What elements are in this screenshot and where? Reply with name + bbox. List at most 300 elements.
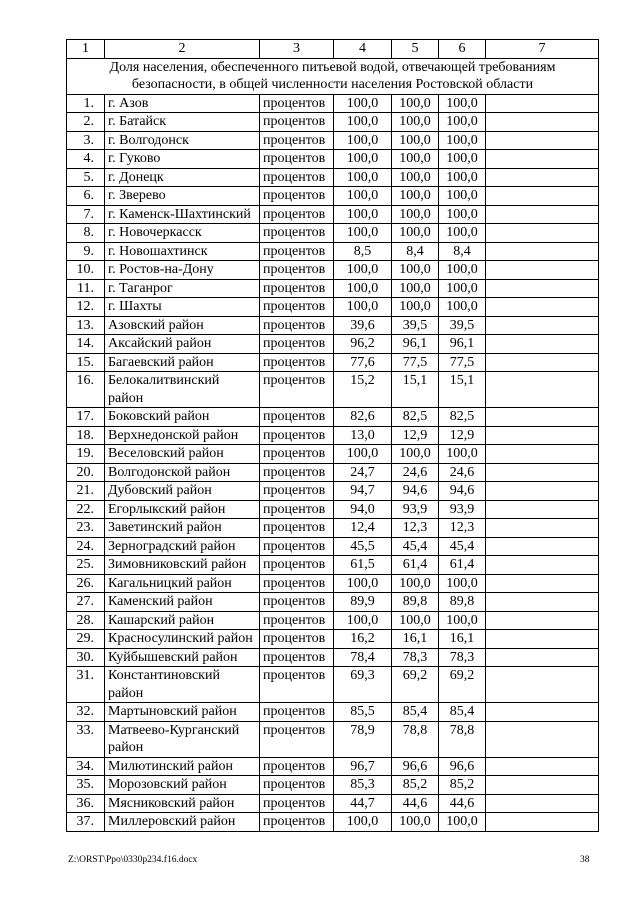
page-number: 38 xyxy=(580,855,590,865)
value-cell: 100,0 xyxy=(392,813,439,832)
value-cell: 100,0 xyxy=(392,445,439,464)
unit-cell: процентов xyxy=(260,703,334,722)
unit-cell: процентов xyxy=(260,279,334,298)
table-row xyxy=(67,261,599,280)
territory-name: Куйбышевский район xyxy=(105,648,260,667)
table-row xyxy=(67,131,599,150)
table-row xyxy=(67,187,599,206)
unit-cell: процентов xyxy=(260,335,334,354)
table-row xyxy=(67,113,599,132)
unit-cell: процентов xyxy=(260,630,334,649)
value-cell: 100,0 xyxy=(439,298,486,317)
table-row xyxy=(67,757,599,776)
territory-name: Матвеево-Курганский район xyxy=(105,721,260,757)
value-cell: 100,0 xyxy=(392,224,439,243)
territory-name: Мясниковский район xyxy=(105,794,260,813)
value-cell: 100,0 xyxy=(439,813,486,832)
empty-cell xyxy=(486,372,599,408)
value-cell: 12,4 xyxy=(334,519,392,538)
column-number: 6 xyxy=(439,40,486,59)
territory-name: Веселовский район xyxy=(105,445,260,464)
value-cell: 44,6 xyxy=(439,794,486,813)
value-cell: 85,2 xyxy=(439,776,486,795)
row-number: 28. xyxy=(67,611,105,630)
row-number: 22. xyxy=(67,500,105,519)
value-cell: 39,5 xyxy=(392,316,439,335)
unit-cell: процентов xyxy=(260,648,334,667)
territory-name: Заветинский район xyxy=(105,519,260,538)
value-cell: 100,0 xyxy=(334,574,392,593)
value-cell: 93,9 xyxy=(439,500,486,519)
value-cell: 100,0 xyxy=(334,205,392,224)
territory-name: Мартыновский район xyxy=(105,703,260,722)
value-cell: 13,0 xyxy=(334,426,392,445)
value-cell: 85,4 xyxy=(392,703,439,722)
row-number: 37. xyxy=(67,813,105,832)
empty-cell xyxy=(486,113,599,132)
territory-name: Багаевский район xyxy=(105,353,260,372)
value-cell: 100,0 xyxy=(334,224,392,243)
row-number: 7. xyxy=(67,205,105,224)
unit-cell: процентов xyxy=(260,556,334,575)
value-cell: 96,2 xyxy=(334,335,392,354)
value-cell: 89,8 xyxy=(439,593,486,612)
row-number: 10. xyxy=(67,261,105,280)
value-cell: 100,0 xyxy=(334,113,392,132)
unit-cell: процентов xyxy=(260,372,334,408)
territory-name: Белокалитвинский район xyxy=(105,372,260,408)
value-cell: 15,1 xyxy=(439,372,486,408)
table-row xyxy=(67,408,599,427)
territory-name: г. Донецк xyxy=(105,168,260,187)
column-number: 2 xyxy=(105,40,260,59)
row-number: 29. xyxy=(67,630,105,649)
empty-cell xyxy=(486,630,599,649)
territory-name: г. Таганрог xyxy=(105,279,260,298)
territory-name: Каменский район xyxy=(105,593,260,612)
row-number: 33. xyxy=(67,721,105,757)
table-row xyxy=(67,298,599,317)
value-cell: 45,4 xyxy=(439,537,486,556)
unit-cell: процентов xyxy=(260,168,334,187)
unit-cell: процентов xyxy=(260,593,334,612)
value-cell: 12,9 xyxy=(439,426,486,445)
value-cell: 78,8 xyxy=(392,721,439,757)
unit-cell: процентов xyxy=(260,721,334,757)
unit-cell: процентов xyxy=(260,426,334,445)
value-cell: 24,6 xyxy=(392,463,439,482)
table-row xyxy=(67,776,599,795)
table-row xyxy=(67,426,599,445)
row-number: 6. xyxy=(67,187,105,206)
unit-cell: процентов xyxy=(260,316,334,335)
value-cell: 100,0 xyxy=(392,168,439,187)
row-number: 34. xyxy=(67,757,105,776)
value-cell: 39,6 xyxy=(334,316,392,335)
unit-cell: процентов xyxy=(260,574,334,593)
territory-name: Милютинский район xyxy=(105,757,260,776)
unit-cell: процентов xyxy=(260,113,334,132)
territory-name: г. Новошахтинск xyxy=(105,242,260,261)
table-row xyxy=(67,205,599,224)
value-cell: 100,0 xyxy=(392,205,439,224)
territory-name: Верхнедонской район xyxy=(105,426,260,445)
table-row xyxy=(67,168,599,187)
territory-name: г. Ростов-на-Дону xyxy=(105,261,260,280)
row-number: 26. xyxy=(67,574,105,593)
table-row xyxy=(67,667,599,703)
empty-cell xyxy=(486,500,599,519)
table-row xyxy=(67,353,599,372)
value-cell: 100,0 xyxy=(439,150,486,169)
indicator-table xyxy=(66,39,599,832)
value-cell: 100,0 xyxy=(334,813,392,832)
territory-name: г. Новочеркасск xyxy=(105,224,260,243)
table-row xyxy=(67,574,599,593)
value-cell: 100,0 xyxy=(334,445,392,464)
value-cell: 100,0 xyxy=(439,205,486,224)
value-cell: 82,5 xyxy=(439,408,486,427)
value-cell: 85,3 xyxy=(334,776,392,795)
value-cell: 100,0 xyxy=(392,187,439,206)
row-number: 19. xyxy=(67,445,105,464)
row-number: 23. xyxy=(67,519,105,538)
value-cell: 100,0 xyxy=(392,150,439,169)
row-number: 9. xyxy=(67,242,105,261)
unit-cell: процентов xyxy=(260,205,334,224)
value-cell: 82,5 xyxy=(392,408,439,427)
territory-name: г. Азов xyxy=(105,94,260,113)
unit-cell: процентов xyxy=(260,242,334,261)
table-row xyxy=(67,335,599,354)
row-number: 36. xyxy=(67,794,105,813)
value-cell: 100,0 xyxy=(439,224,486,243)
value-cell: 8,4 xyxy=(392,242,439,261)
value-cell: 100,0 xyxy=(392,113,439,132)
unit-cell: процентов xyxy=(260,261,334,280)
table-row xyxy=(67,463,599,482)
empty-cell xyxy=(486,721,599,757)
empty-cell xyxy=(486,353,599,372)
table-row xyxy=(67,500,599,519)
empty-cell xyxy=(486,408,599,427)
value-cell: 16,1 xyxy=(439,630,486,649)
value-cell: 78,3 xyxy=(439,648,486,667)
unit-cell: процентов xyxy=(260,408,334,427)
unit-cell: процентов xyxy=(260,500,334,519)
value-cell: 100,0 xyxy=(439,187,486,206)
territory-name: Кашарский район xyxy=(105,611,260,630)
empty-cell xyxy=(486,703,599,722)
table-row xyxy=(67,242,599,261)
value-cell: 100,0 xyxy=(334,279,392,298)
empty-cell xyxy=(486,611,599,630)
territory-name: Зерноградский район xyxy=(105,537,260,556)
column-number: 1 xyxy=(67,40,105,59)
unit-cell: процентов xyxy=(260,94,334,113)
value-cell: 100,0 xyxy=(334,168,392,187)
row-number: 8. xyxy=(67,224,105,243)
value-cell: 61,5 xyxy=(334,556,392,575)
column-number: 3 xyxy=(260,40,334,59)
value-cell: 61,4 xyxy=(392,556,439,575)
table-row xyxy=(67,813,599,832)
empty-cell xyxy=(486,574,599,593)
value-cell: 77,5 xyxy=(439,353,486,372)
column-number-row xyxy=(67,40,599,59)
territory-name: Морозовский район xyxy=(105,776,260,795)
empty-cell xyxy=(486,519,599,538)
value-cell: 100,0 xyxy=(439,445,486,464)
table-row xyxy=(67,611,599,630)
empty-cell xyxy=(486,279,599,298)
value-cell: 39,5 xyxy=(439,316,486,335)
table-row xyxy=(67,519,599,538)
value-cell: 24,7 xyxy=(334,463,392,482)
value-cell: 16,1 xyxy=(392,630,439,649)
table-row xyxy=(67,556,599,575)
value-cell: 45,4 xyxy=(392,537,439,556)
value-cell: 94,6 xyxy=(392,482,439,501)
territory-name: г. Шахты xyxy=(105,298,260,317)
row-number: 15. xyxy=(67,353,105,372)
value-cell: 77,5 xyxy=(392,353,439,372)
unit-cell: процентов xyxy=(260,298,334,317)
value-cell: 100,0 xyxy=(392,574,439,593)
column-number: 4 xyxy=(334,40,392,59)
empty-cell xyxy=(486,150,599,169)
row-number: 21. xyxy=(67,482,105,501)
value-cell: 100,0 xyxy=(334,187,392,206)
value-cell: 100,0 xyxy=(439,94,486,113)
value-cell: 78,3 xyxy=(392,648,439,667)
territory-name: Зимовниковский район xyxy=(105,556,260,575)
territory-name: Егорлыкский район xyxy=(105,500,260,519)
table-row xyxy=(67,224,599,243)
empty-cell xyxy=(486,261,599,280)
territory-name: г. Гуково xyxy=(105,150,260,169)
row-number: 17. xyxy=(67,408,105,427)
empty-cell xyxy=(486,224,599,243)
empty-cell xyxy=(486,187,599,206)
row-number: 11. xyxy=(67,279,105,298)
value-cell: 100,0 xyxy=(439,168,486,187)
value-cell: 15,2 xyxy=(334,372,392,408)
row-number: 3. xyxy=(67,131,105,150)
value-cell: 24,6 xyxy=(439,463,486,482)
value-cell: 94,6 xyxy=(439,482,486,501)
empty-cell xyxy=(486,813,599,832)
unit-cell: процентов xyxy=(260,482,334,501)
unit-cell: процентов xyxy=(260,611,334,630)
table-row xyxy=(67,94,599,113)
value-cell: 100,0 xyxy=(392,261,439,280)
table-row xyxy=(67,372,599,408)
territory-name: Азовский район xyxy=(105,316,260,335)
territory-name: г. Зверево xyxy=(105,187,260,206)
unit-cell: процентов xyxy=(260,813,334,832)
table-row xyxy=(67,482,599,501)
row-number: 4. xyxy=(67,150,105,169)
value-cell: 100,0 xyxy=(334,261,392,280)
value-cell: 78,9 xyxy=(334,721,392,757)
value-cell: 94,7 xyxy=(334,482,392,501)
value-cell: 89,8 xyxy=(392,593,439,612)
value-cell: 96,1 xyxy=(392,335,439,354)
row-number: 13. xyxy=(67,316,105,335)
row-number: 20. xyxy=(67,463,105,482)
value-cell: 100,0 xyxy=(334,611,392,630)
empty-cell xyxy=(486,335,599,354)
value-cell: 93,9 xyxy=(392,500,439,519)
territory-name: Красносулинский район xyxy=(105,630,260,649)
unit-cell: процентов xyxy=(260,224,334,243)
row-number: 35. xyxy=(67,776,105,795)
territory-name: Аксайский район xyxy=(105,335,260,354)
unit-cell: процентов xyxy=(260,445,334,464)
unit-cell: процентов xyxy=(260,150,334,169)
value-cell: 96,1 xyxy=(439,335,486,354)
empty-cell xyxy=(486,463,599,482)
empty-cell xyxy=(486,537,599,556)
value-cell: 100,0 xyxy=(439,261,486,280)
table-row xyxy=(67,445,599,464)
value-cell: 16,2 xyxy=(334,630,392,649)
table-row xyxy=(67,150,599,169)
value-cell: 12,3 xyxy=(439,519,486,538)
territory-name: г. Волгодонск xyxy=(105,131,260,150)
value-cell: 82,6 xyxy=(334,408,392,427)
value-cell: 100,0 xyxy=(439,279,486,298)
row-number: 1. xyxy=(67,94,105,113)
row-number: 31. xyxy=(67,667,105,703)
value-cell: 100,0 xyxy=(439,611,486,630)
table-row xyxy=(67,648,599,667)
footer-file-path: Z:\ORST\Ppo\0330p234.f16.docx xyxy=(68,855,198,865)
unit-cell: процентов xyxy=(260,463,334,482)
value-cell: 8,4 xyxy=(439,242,486,261)
value-cell: 100,0 xyxy=(334,298,392,317)
table-row xyxy=(67,630,599,649)
value-cell: 96,6 xyxy=(439,757,486,776)
empty-cell xyxy=(486,648,599,667)
row-number: 27. xyxy=(67,593,105,612)
empty-cell xyxy=(486,168,599,187)
unit-cell: процентов xyxy=(260,537,334,556)
value-cell: 12,9 xyxy=(392,426,439,445)
table-row xyxy=(67,794,599,813)
value-cell: 8,5 xyxy=(334,242,392,261)
value-cell: 78,4 xyxy=(334,648,392,667)
value-cell: 61,4 xyxy=(439,556,486,575)
unit-cell: процентов xyxy=(260,667,334,703)
empty-cell xyxy=(486,94,599,113)
table-row xyxy=(67,316,599,335)
value-cell: 100,0 xyxy=(439,574,486,593)
value-cell: 12,3 xyxy=(392,519,439,538)
value-cell: 100,0 xyxy=(392,611,439,630)
territory-name: Константиновский район xyxy=(105,667,260,703)
empty-cell xyxy=(486,593,599,612)
value-cell: 100,0 xyxy=(334,150,392,169)
empty-cell xyxy=(486,242,599,261)
value-cell: 69,2 xyxy=(392,667,439,703)
value-cell: 100,0 xyxy=(392,298,439,317)
column-number: 5 xyxy=(392,40,439,59)
unit-cell: процентов xyxy=(260,794,334,813)
value-cell: 85,5 xyxy=(334,703,392,722)
empty-cell xyxy=(486,667,599,703)
value-cell: 89,9 xyxy=(334,593,392,612)
empty-cell xyxy=(486,445,599,464)
table-row xyxy=(67,703,599,722)
value-cell: 85,2 xyxy=(392,776,439,795)
empty-cell xyxy=(486,482,599,501)
empty-cell xyxy=(486,316,599,335)
row-number: 14. xyxy=(67,335,105,354)
row-number: 25. xyxy=(67,556,105,575)
value-cell: 100,0 xyxy=(392,131,439,150)
value-cell: 78,8 xyxy=(439,721,486,757)
value-cell: 69,2 xyxy=(439,667,486,703)
row-number: 16. xyxy=(67,372,105,408)
row-number: 18. xyxy=(67,426,105,445)
territory-name: Боковский район xyxy=(105,408,260,427)
table-row xyxy=(67,721,599,757)
empty-cell xyxy=(486,757,599,776)
unit-cell: процентов xyxy=(260,519,334,538)
value-cell: 100,0 xyxy=(439,131,486,150)
value-cell: 100,0 xyxy=(334,94,392,113)
value-cell: 44,7 xyxy=(334,794,392,813)
territory-name: г. Каменск-Шахтинский xyxy=(105,205,260,224)
row-number: 5. xyxy=(67,168,105,187)
value-cell: 44,6 xyxy=(392,794,439,813)
value-cell: 15,1 xyxy=(392,372,439,408)
value-cell: 100,0 xyxy=(334,131,392,150)
row-number: 24. xyxy=(67,537,105,556)
value-cell: 100,0 xyxy=(439,113,486,132)
unit-cell: процентов xyxy=(260,353,334,372)
territory-name: Волгодонской район xyxy=(105,463,260,482)
territory-name: г. Батайск xyxy=(105,113,260,132)
unit-cell: процентов xyxy=(260,131,334,150)
empty-cell xyxy=(486,426,599,445)
unit-cell: процентов xyxy=(260,776,334,795)
territory-name: Кагальницкий район xyxy=(105,574,260,593)
empty-cell xyxy=(486,205,599,224)
empty-cell xyxy=(486,298,599,317)
value-cell: 100,0 xyxy=(392,94,439,113)
empty-cell xyxy=(486,556,599,575)
column-number: 7 xyxy=(486,40,599,59)
section-title: Доля населения, обеспеченного питьевой водой, отвечающей требованиям безопасности, в общей численности населения Ростовской области xyxy=(67,58,599,94)
value-cell: 69,3 xyxy=(334,667,392,703)
table-row xyxy=(67,537,599,556)
value-cell: 85,4 xyxy=(439,703,486,722)
empty-cell xyxy=(486,131,599,150)
row-number: 32. xyxy=(67,703,105,722)
territory-name: Дубовский район xyxy=(105,482,260,501)
empty-cell xyxy=(486,794,599,813)
value-cell: 96,6 xyxy=(392,757,439,776)
value-cell: 94,0 xyxy=(334,500,392,519)
value-cell: 77,6 xyxy=(334,353,392,372)
value-cell: 100,0 xyxy=(392,279,439,298)
empty-cell xyxy=(486,776,599,795)
row-number: 2. xyxy=(67,113,105,132)
value-cell: 96,7 xyxy=(334,757,392,776)
